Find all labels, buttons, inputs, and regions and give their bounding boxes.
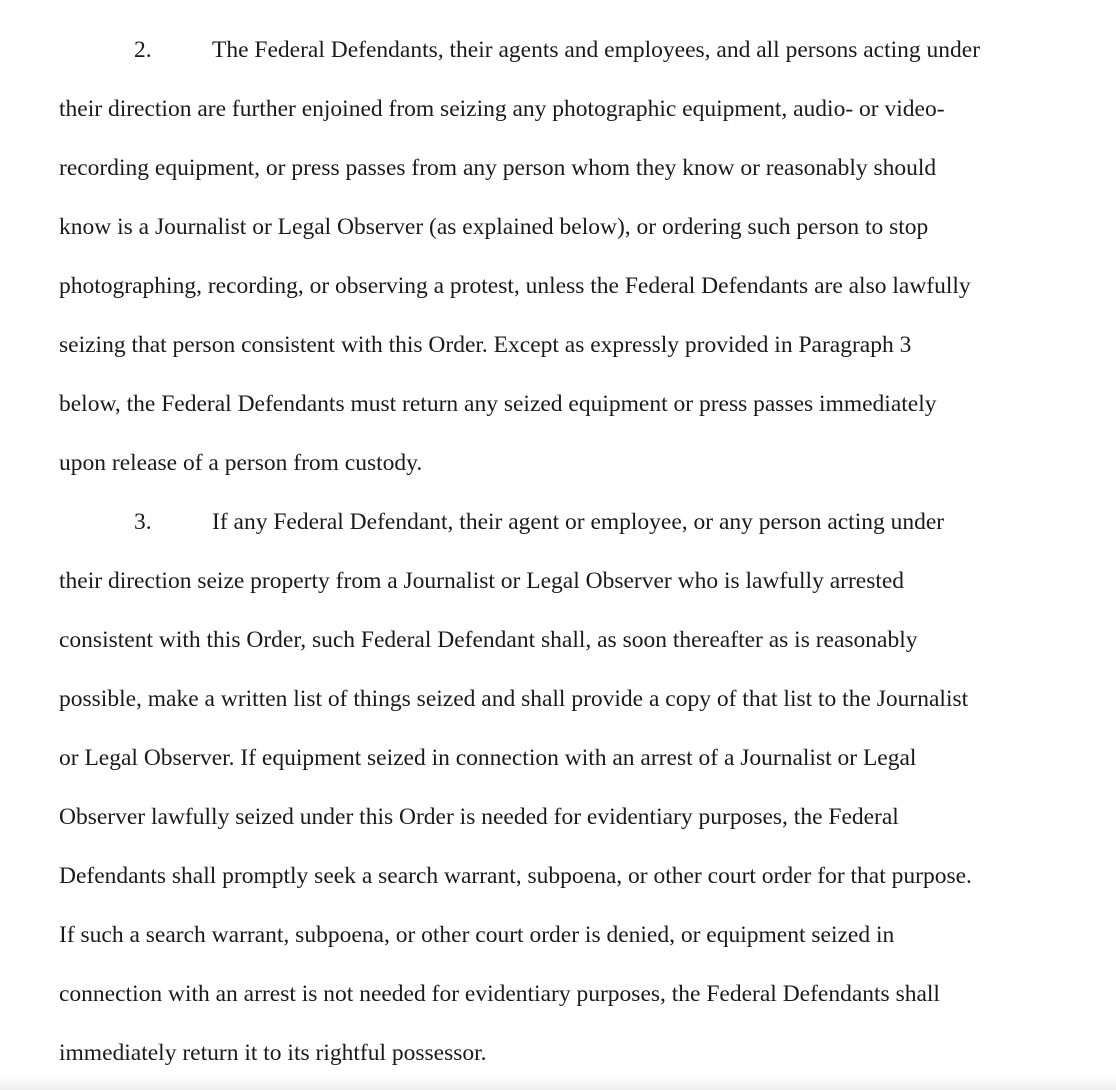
paragraph-3-first-line: If any Federal Defendant, their agent or employee, or any person acting under	[212, 509, 945, 535]
paragraph-2-number: 2.	[134, 37, 152, 63]
paragraph-3-line: their direction seize property from a Journalist or Legal Observer who is lawfully arrested	[59, 568, 905, 594]
paragraph-3-line: Defendants shall promptly seek a search warrant, subpoena, or other court order for that purpose.	[59, 863, 972, 889]
paragraph-2-first-line: The Federal Defendants, their agents and employees, and all persons acting under	[212, 37, 981, 63]
paragraph-2-line: seizing that person consistent with this Order. Except as expressly provided in Paragraph 3	[59, 332, 912, 358]
paragraph-2-line: know is a Journalist or Legal Observer (as explained below), or ordering such person to stop	[59, 214, 929, 240]
paragraph-3-number: 3.	[134, 509, 152, 535]
paragraph-3-line: connection with an arrest is not needed for evidentiary purposes, the Federal Defendants shall	[59, 981, 940, 1007]
page-bottom-shadow	[0, 1076, 1116, 1090]
paragraph-3-line: consistent with this Order, such Federal Defendant shall, as soon thereafter as is reasonably	[59, 627, 918, 653]
paragraph-2-line: recording equipment, or press passes from any person whom they know or reasonably should	[59, 155, 937, 181]
paragraph-3-line: immediately return it to its rightful possessor.	[59, 1040, 487, 1066]
paragraph-3-line: or Legal Observer. If equipment seized in connection with an arrest of a Journalist or Legal	[59, 745, 917, 771]
paragraph-3-line: If such a search warrant, subpoena, or other court order is denied, or equipment seized in	[59, 922, 895, 948]
paragraph-2-line: photographing, recording, or observing a protest, unless the Federal Defendants are also lawfully	[59, 273, 971, 299]
paragraph-3-line: possible, make a written list of things seized and shall provide a copy of that list to the Journalist	[59, 686, 969, 712]
paragraph-2-line: below, the Federal Defendants must return any seized equipment or press passes immediately	[59, 391, 937, 417]
paragraph-3-line: Observer lawfully seized under this Order is needed for evidentiary purposes, the Federal	[59, 804, 899, 830]
paragraph-2-line: their direction are further enjoined from seizing any photographic equipment, audio- or video-	[59, 96, 945, 122]
paragraph-2-line: upon release of a person from custody.	[59, 450, 423, 476]
